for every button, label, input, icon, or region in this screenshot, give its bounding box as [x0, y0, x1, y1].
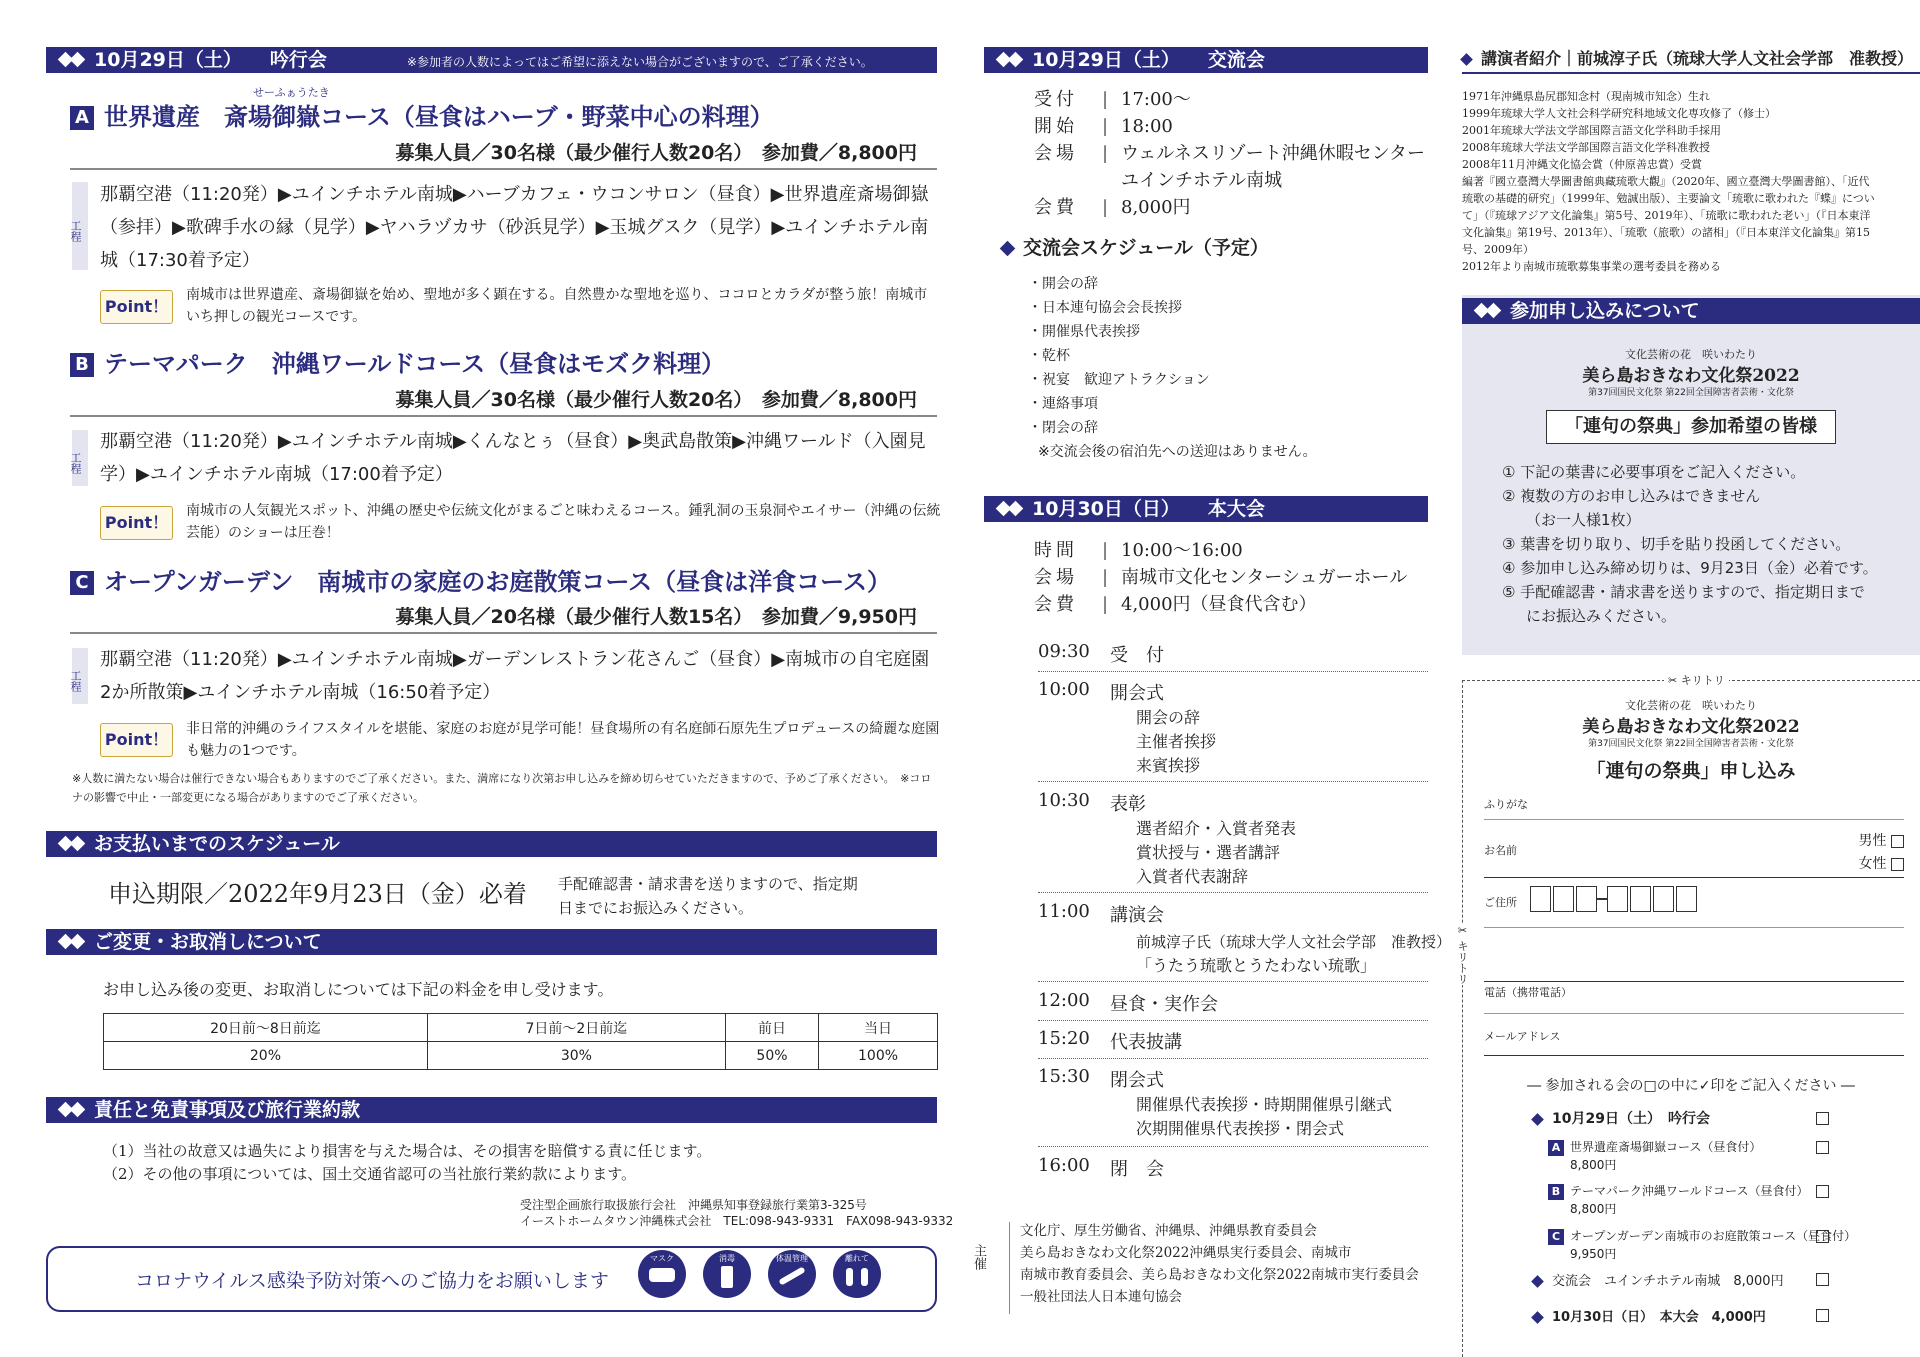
timeline-row — [1038, 676, 1428, 782]
bio-line: 1999年琉球大学人文社会科学研究科地域文化専攻修了（修士） — [1462, 107, 1776, 120]
route-label: 工程 — [72, 648, 88, 704]
timeline-row — [1038, 1025, 1428, 1059]
address-field[interactable] — [1484, 880, 1904, 928]
course-a-checkbox[interactable] — [1816, 1141, 1829, 1154]
option-label: 世界遺産斎場御嶽コース（昼食付） — [1570, 1140, 1762, 1154]
address-line-2[interactable] — [1484, 930, 1904, 982]
check-note: ― 参加される会の□の中に✓印をご記入ください ― — [1527, 1078, 1855, 1094]
band-title: 本大会 — [1207, 498, 1265, 520]
step-item: ⑤ 手配確認書・請求書を送りますので、指定期日まで — [1502, 583, 1865, 601]
email-field[interactable] — [1484, 1016, 1904, 1056]
timeline-row — [1038, 987, 1428, 1021]
section-band-apply — [1462, 298, 1920, 324]
option-price: 9,950円 — [1570, 1247, 1617, 1261]
field-label: ふりがな — [1484, 798, 1528, 811]
info-row — [1034, 167, 1434, 194]
timeline-time: 12:00 — [1038, 990, 1090, 1011]
course-a-route: 那覇空港（11:20発）▶ユインチホテル南城▶ハーブカフェ・ウコンサロン（昼食）▶世界遺産斎場御嶽（参拝）▶歌碑手水の縁（見学）▶ヤハラヅカサ（砂浜見学）▶玉城グスク（見学）▶ユインチホテル南城（17:30着予定） — [100, 184, 929, 271]
table-header: 前日 — [725, 1014, 818, 1042]
scissors-icon-vertical: ✂ キリトリ — [1456, 924, 1469, 985]
band-title: 責任と免責事項及び旅行業約款 — [94, 1099, 361, 1121]
section-band-cancel — [46, 929, 937, 955]
option-price: 8,800円 — [1570, 1158, 1617, 1172]
list-item: ※交流会後の宿泊先への送迎はありません。 — [1038, 444, 1317, 460]
diamond-icon — [1531, 1311, 1544, 1324]
info-row: 会場 | ウェルネスリゾート沖縄休暇センター — [1034, 140, 1434, 167]
info-row: 会費 | 8,000円 — [1034, 194, 1434, 221]
step-item: ② 複数の方のお申し込みはできません — [1502, 487, 1761, 505]
course-badge: B — [70, 353, 94, 377]
option-course-a — [1548, 1138, 1761, 1173]
section-band-ginkoukai — [46, 47, 937, 73]
band-title: ご変更・お取消しについて — [94, 931, 322, 953]
timeline-event: 受 付 — [1110, 645, 1164, 666]
step-item: （お一人様1枚） — [1526, 511, 1641, 529]
info-key: 会費 — [1034, 197, 1078, 218]
diamond-icon — [1531, 1275, 1544, 1288]
diamond-icon — [60, 52, 84, 68]
taikai-info — [1034, 537, 1434, 618]
option-label: 交流会 ユインチホテル南城 8,000円 — [1552, 1274, 1784, 1289]
sanitizer-icon — [703, 1250, 751, 1298]
lecturer-title — [1462, 46, 1913, 69]
info-key: 受付 — [1034, 89, 1078, 110]
step-item: ③ 葉書を切り取り、切手を貼り投函してください。 — [1502, 535, 1851, 553]
course-c-checkbox[interactable] — [1816, 1230, 1829, 1243]
divider — [70, 168, 937, 170]
course-badge: C — [1548, 1229, 1564, 1245]
field-label: 電話（携帯電話） — [1484, 986, 1572, 999]
field-label: ご住所 — [1484, 896, 1517, 909]
gender-options — [1859, 830, 1904, 876]
table-cell: 100% — [819, 1042, 938, 1070]
info-value: 8,000円 — [1121, 197, 1191, 218]
course-title-text: オープンガーデン 南城市の家庭のお庭散策コース（昼食は洋食コース） — [104, 568, 891, 596]
info-value: ウェルネスリゾート沖縄休暇センター — [1121, 143, 1426, 164]
timeline-subs — [1136, 930, 1451, 978]
course-a-ruby: せーふぁうたき — [253, 86, 330, 99]
male-checkbox[interactable] — [1891, 835, 1904, 848]
timeline-time: 16:00 — [1038, 1155, 1090, 1176]
divider — [70, 632, 937, 634]
band-date: 10月29日（土） — [1032, 49, 1180, 71]
timeline-sub: 「うたう琉歌とうたわない琉歌」 — [1136, 956, 1377, 975]
company-line-2: イーストホームタウン沖縄株式会社 TEL:098-943-9331 FAX098-943-9332 — [520, 1214, 954, 1228]
sched-title-text: 交流会スケジュール（予定） — [1023, 237, 1269, 259]
timeline-time: 10:00 — [1038, 679, 1090, 700]
timeline-event: 閉会式 — [1110, 1070, 1164, 1091]
timeline-event: 代表披講 — [1110, 1032, 1182, 1053]
info-row: 会場 | 南城市文化センターシュガーホール — [1034, 564, 1434, 591]
thermometer-icon — [768, 1250, 816, 1298]
timeline-event: 表彰 — [1110, 794, 1146, 815]
timeline-row — [1038, 638, 1428, 672]
route-label: 工程 — [72, 430, 88, 486]
form-title: 「連句の祭典」申し込み — [1586, 760, 1796, 782]
course-b-route: 那覇空港（11:20発）▶ユインチホテル南城▶くんなとぅ（昼食）▶奥武島散策▶沖縄ワールド（入園見学）▶ユインチホテル南城（17:00着予定） — [100, 431, 926, 485]
sched-title — [1002, 233, 1269, 260]
distance-icon — [833, 1250, 881, 1298]
timeline-time: 15:20 — [1038, 1028, 1090, 1049]
info-value: 4,000円（昼食代含む） — [1121, 594, 1317, 615]
bio-line: 2012年より南城市琉歌募集事業の選考委員を務める — [1462, 260, 1721, 273]
info-key: 会場 — [1034, 567, 1078, 588]
timeline-subs — [1136, 817, 1296, 889]
timeline-event: 昼食・実作会 — [1110, 994, 1218, 1015]
course-c-recruit: 募集人員／20名様（最少催行人数15名） 参加費／9,950円 — [395, 606, 917, 628]
diamond-icon — [60, 836, 84, 852]
course-title-text: テーマパーク 沖縄ワールドコース（昼食はモズク料理） — [104, 350, 726, 378]
section-band-taikai — [984, 496, 1428, 522]
info-key: 会費 — [1034, 594, 1078, 615]
table-row — [104, 1042, 938, 1070]
female-label: 女性 — [1858, 856, 1887, 872]
deadline-note: 手配確認書・請求書を送りますので、指定期日までにお振込みください。 — [558, 875, 858, 917]
company-line-1: 受注型企画旅行取扱旅行会社 沖縄県知事登録旅行業第3-325号 — [520, 1198, 867, 1212]
option-ginkoukai — [1533, 1108, 1710, 1128]
list-item: ・連絡事項 — [1028, 396, 1098, 412]
section-band-kouryukai — [984, 47, 1428, 73]
course-b-point: 南城市の人気観光スポット、沖縄の歴史や伝統文化がまるごと味わえるコース。鍾乳洞の玉泉洞やエイサー（沖縄の伝統芸能）のショーは圧巻！ — [186, 503, 941, 541]
form-fest-top: 文化芸術の花 咲いわたり — [1625, 699, 1757, 712]
course-b-checkbox[interactable] — [1816, 1185, 1829, 1198]
option-label: オープンガーデン南城市のお庭散策コース（昼食付） — [1570, 1229, 1857, 1243]
timeline-time: 10:30 — [1038, 790, 1090, 811]
timeline-sub: 入賞者代表謝辞 — [1136, 867, 1249, 886]
bio-line: 2001年琉球大学法文学部国際言語文化学科助手採用 — [1462, 124, 1721, 137]
lecturer-bio — [1462, 88, 1877, 275]
diamond-icon — [1460, 53, 1473, 66]
timeline-event: 開会式 — [1110, 683, 1164, 704]
cancel-text: お申し込み後の変更、お取消しについては下記の料金を申し受けます。 — [103, 980, 614, 999]
section-band-liability — [46, 1097, 937, 1123]
organizer-line: 南城市教育委員会、美ら島おきなわ文化祭2022南城市実行委員会 — [1020, 1267, 1419, 1283]
course-title-text: 世界遺産 斎場御嶽コース（昼食はハーブ・野菜中心の料理） — [104, 103, 774, 131]
organizer-line: 美ら島おきなわ文化祭2022沖縄県実行委員会、南城市 — [1020, 1245, 1352, 1261]
field-label: お名前 — [1484, 844, 1517, 857]
band-title: 吟行会 — [269, 49, 327, 71]
timeline-sub: 前城淳子氏（琉球大学人文社会学部 准教授） — [1136, 933, 1452, 951]
list-item: ・開催県代表挨拶 — [1028, 324, 1140, 340]
point-badge: Point！ — [100, 506, 173, 540]
timeline-sub: 選者紹介・入賞者発表 — [1136, 819, 1297, 838]
organizer-divider — [1009, 1222, 1010, 1314]
ginkoukai-checkbox[interactable] — [1816, 1112, 1829, 1125]
table-header: 7日前〜2日前迄 — [427, 1014, 725, 1042]
info-value: ユインチホテル南城 — [1121, 170, 1283, 191]
list-item: ・乾杯 — [1028, 348, 1070, 364]
timeline-subs — [1136, 706, 1216, 778]
timeline-time: 09:30 — [1038, 641, 1090, 662]
organizer-label: 主催 — [971, 1244, 986, 1270]
fest-name: 美ら島おきなわ文化祭2022 — [1582, 366, 1800, 386]
liability-2: （2）その他の事項については、国土交通省認可の当社旅行業約款によります。 — [103, 1165, 637, 1183]
timeline-sub: 次期開催県代表挨拶・閉会式 — [1136, 1119, 1345, 1138]
band-title: 交流会 — [1207, 49, 1265, 71]
name-field[interactable] — [1484, 822, 1904, 878]
info-value: 10:00〜16:00 — [1121, 540, 1243, 561]
icon-caption: マスク — [650, 1254, 674, 1263]
field-label: メールアドレス — [1484, 1030, 1561, 1043]
option-label: 10月29日（土） 吟行会 — [1552, 1111, 1710, 1127]
route-label: 工程 — [72, 182, 88, 270]
diamond-icon — [1476, 303, 1500, 319]
table-cell: 20% — [104, 1042, 428, 1070]
diamond-icon — [998, 52, 1022, 68]
step-item: にお振込みください。 — [1526, 607, 1677, 625]
timeline-sub: 開会の辞 — [1136, 708, 1201, 727]
table-cell: 50% — [725, 1042, 818, 1070]
point-badge: Point！ — [100, 723, 173, 757]
timeline-sub: 主催者挨拶 — [1136, 732, 1217, 751]
info-row: 時間 | 10:00〜16:00 — [1034, 537, 1434, 564]
option-label: テーマパーク沖縄ワールドコース（昼食付） — [1570, 1184, 1809, 1198]
point-badge: Point！ — [100, 290, 173, 324]
cancel-fee-table — [103, 1013, 938, 1070]
form-fest-name: 美ら島おきなわ文化祭2022 — [1582, 717, 1800, 737]
icon-caption: 消毒 — [719, 1254, 735, 1263]
kouryukai-schedule — [1028, 272, 1428, 464]
course-c-title — [70, 562, 891, 597]
organizer-line: 一般社団法人日本連句協会 — [1020, 1289, 1182, 1305]
apply-steps — [1502, 460, 1917, 628]
mask-icon — [638, 1250, 686, 1298]
option-course-b — [1548, 1182, 1809, 1217]
icon-caption: 離れて — [845, 1254, 869, 1263]
form-fest-sub: 第37回国民文化祭 第22回全国障害者芸術・文化祭 — [1588, 739, 1794, 749]
fest-sub: 第37回国民文化祭 第22回全国障害者芸術・文化祭 — [1588, 388, 1794, 398]
timeline-row — [1038, 1152, 1428, 1186]
info-value: 18:00 — [1121, 116, 1173, 137]
diamond-icon — [1000, 241, 1016, 257]
band-title: お支払いまでのスケジュール — [94, 833, 340, 855]
timeline-time: 15:30 — [1038, 1066, 1090, 1087]
course-badge: A — [70, 106, 94, 130]
info-key: 時間 — [1034, 540, 1078, 561]
cut-label: キリトリ — [1680, 674, 1725, 687]
footnote: ※人数に満たない場合は催行できない場合もありますのでご了承ください。また、満席になり次第お申し込みを締め切らせていただきますので、予めご了承ください。 ※コロナの影響で中止・一部変更になる場合がありますのでご了承ください。 — [72, 772, 932, 804]
scissors-icon: ✂ キリトリ — [1664, 672, 1729, 688]
bio-line: 1971年沖縄県島尻郡知念村（現南城市知念）生れ — [1462, 90, 1710, 103]
bio-line: 編著『國立臺灣大學圖書館典藏琉歌大觀』（2020年、國立臺灣大學圖書館）、「近代琉歌の基礎的研究」（1999年、勉誠出版）、主要論文「琉歌に歌われた『蝶』について」（『琉球アジア文化論集』第5号、2019年）、「琉歌に歌われた老い」（『日本東洋文化論集』第19号、2013年）、「琉歌（旅歌）の諸相」（『日本東洋文化論集』第15号、2009年） — [1462, 175, 1875, 256]
timeline-event: 閉 会 — [1110, 1159, 1164, 1180]
step-item: ④ 参加申し込み締め切りは、9月23日（金）必着です。 — [1502, 559, 1878, 577]
course-a-recruit: 募集人員／30名様（最少催行人数20名） 参加費／8,800円 — [395, 142, 917, 164]
band-title: 参加申し込みについて — [1510, 300, 1700, 322]
timeline-time: 11:00 — [1038, 901, 1090, 922]
section-band-payment — [46, 831, 937, 857]
timeline-row — [1038, 1063, 1428, 1147]
divider — [70, 415, 937, 417]
bio-line: 2008年11月沖縄文化協会賞（仲原善忠賞）受賞 — [1462, 158, 1702, 171]
course-c-route: 那覇空港（11:20発）▶ユインチホテル南城▶ガーデンレストラン花さんご（昼食）▶南城市の自宅庭園2か所散策▶ユインチホテル南城（16:50着予定） — [100, 649, 930, 703]
band-note: ※参加者の人数によってはご希望に添えない場合がございますので、ご了承ください。 — [406, 55, 873, 69]
list-item: ・開会の辞 — [1028, 276, 1098, 292]
table-cell: 30% — [427, 1042, 725, 1070]
band-date: 10月30日（日） — [1032, 498, 1180, 520]
lecturer-title-text: 講演者紹介｜前城淳子氏（琉球大学人文社会学部 准教授） — [1481, 49, 1914, 68]
deadline: 申込期限／2022年9月23日（金）必着 — [108, 880, 527, 908]
course-c-point: 非日常的沖縄のライフスタイルを堪能、家庭のお庭が見学可能！昼食場所の有名庭師石原先生プロデュースの綺麗な庭園も魅力の1つです。 — [186, 721, 940, 759]
option-taikai — [1533, 1306, 1766, 1325]
kouryukai-info — [1034, 86, 1434, 221]
course-badge: B — [1548, 1184, 1564, 1200]
timeline-event: 講演会 — [1110, 905, 1164, 926]
diamond-icon — [60, 1102, 84, 1118]
option-course-c — [1548, 1227, 1856, 1262]
organizers — [1020, 1220, 1440, 1308]
step-item: ① 下記の葉書に必要事項をご記入ください。 — [1502, 463, 1806, 481]
band-date: 10月29日（土） — [94, 49, 242, 71]
liability-1: （1）当社の故意又は過失により損害を与えた場合は、その損害を賠償する責に任じます。 — [103, 1142, 712, 1160]
female-checkbox[interactable] — [1891, 858, 1904, 871]
timeline-sub: 来賓挨拶 — [1136, 756, 1201, 775]
option-price: 8,800円 — [1570, 1202, 1617, 1216]
diamond-icon — [60, 934, 84, 950]
info-value: 南城市文化センターシュガーホール — [1121, 567, 1408, 588]
furigana-field[interactable] — [1484, 796, 1904, 820]
timeline-sub: 賞状授与・選者講評 — [1136, 843, 1281, 862]
course-badge: C — [70, 571, 94, 595]
table-header: 20日前〜8日前迄 — [104, 1014, 428, 1042]
organizer-line: 文化庁、厚生労働省、沖縄県、沖縄県教育委員会 — [1020, 1223, 1317, 1239]
fest-top: 文化芸術の花 咲いわたり — [1625, 348, 1757, 361]
option-label: 10月30日（日） 本大会 4,000円 — [1552, 1310, 1766, 1325]
timeline-row — [1038, 898, 1452, 982]
table-header-row — [104, 1014, 938, 1042]
course-badge: A — [1548, 1140, 1564, 1156]
info-key: 開始 — [1034, 116, 1078, 137]
timeline-subs — [1136, 1093, 1392, 1141]
phone-field[interactable] — [1484, 984, 1904, 1014]
kouryukai-checkbox[interactable] — [1816, 1273, 1829, 1286]
info-row: 開始 | 18:00 — [1034, 113, 1434, 140]
taikai-checkbox[interactable] — [1816, 1309, 1829, 1322]
table-header: 当日 — [819, 1014, 938, 1042]
diamond-icon — [998, 501, 1022, 517]
timeline-sub: 開催県代表挨拶・時期開催県引継式 — [1136, 1095, 1393, 1114]
male-label: 男性 — [1858, 833, 1887, 849]
bio-line: 2008年琉球大学法文学部国際言語文化学科准教授 — [1462, 141, 1710, 154]
corona-text: コロナウイルス感染予防対策へのご協力をお願いします — [135, 1270, 609, 1292]
info-key: 会場 — [1034, 143, 1078, 164]
timeline-row — [1038, 787, 1428, 893]
diamond-icon — [1531, 1113, 1544, 1126]
course-a-title — [70, 97, 774, 132]
list-item: ・日本連句協会会長挨拶 — [1028, 300, 1182, 316]
course-a-point: 南城市は世界遺産、斎場御嶽を始め、聖地が多く顕在する。自然豊かな聖地を巡り、ココロとカラダが整う旅！南城市いち押しの観光コースです。 — [186, 287, 928, 325]
course-b-title — [70, 344, 725, 379]
icon-caption: 体温管理 — [776, 1254, 808, 1263]
apply-heading: 「連句の祭典」参加希望の皆様 — [1546, 410, 1836, 444]
cut-label: キリトリ — [1456, 940, 1469, 985]
info-value: 17:00〜 — [1121, 89, 1191, 110]
list-item: ・閉会の辞 — [1028, 420, 1098, 436]
lecturer-rule — [1462, 72, 1920, 74]
postal-code-boxes[interactable] — [1530, 886, 1697, 912]
option-kouryukai — [1533, 1270, 1784, 1289]
info-row: 受付 | 17:00〜 — [1034, 86, 1434, 113]
info-row: 会費 | 4,000円（昼食代含む） — [1034, 591, 1434, 618]
list-item: ・祝宴 歓迎アトラクション — [1028, 372, 1210, 388]
course-b-recruit: 募集人員／30名様（最少催行人数20名） 参加費／8,800円 — [395, 389, 917, 411]
